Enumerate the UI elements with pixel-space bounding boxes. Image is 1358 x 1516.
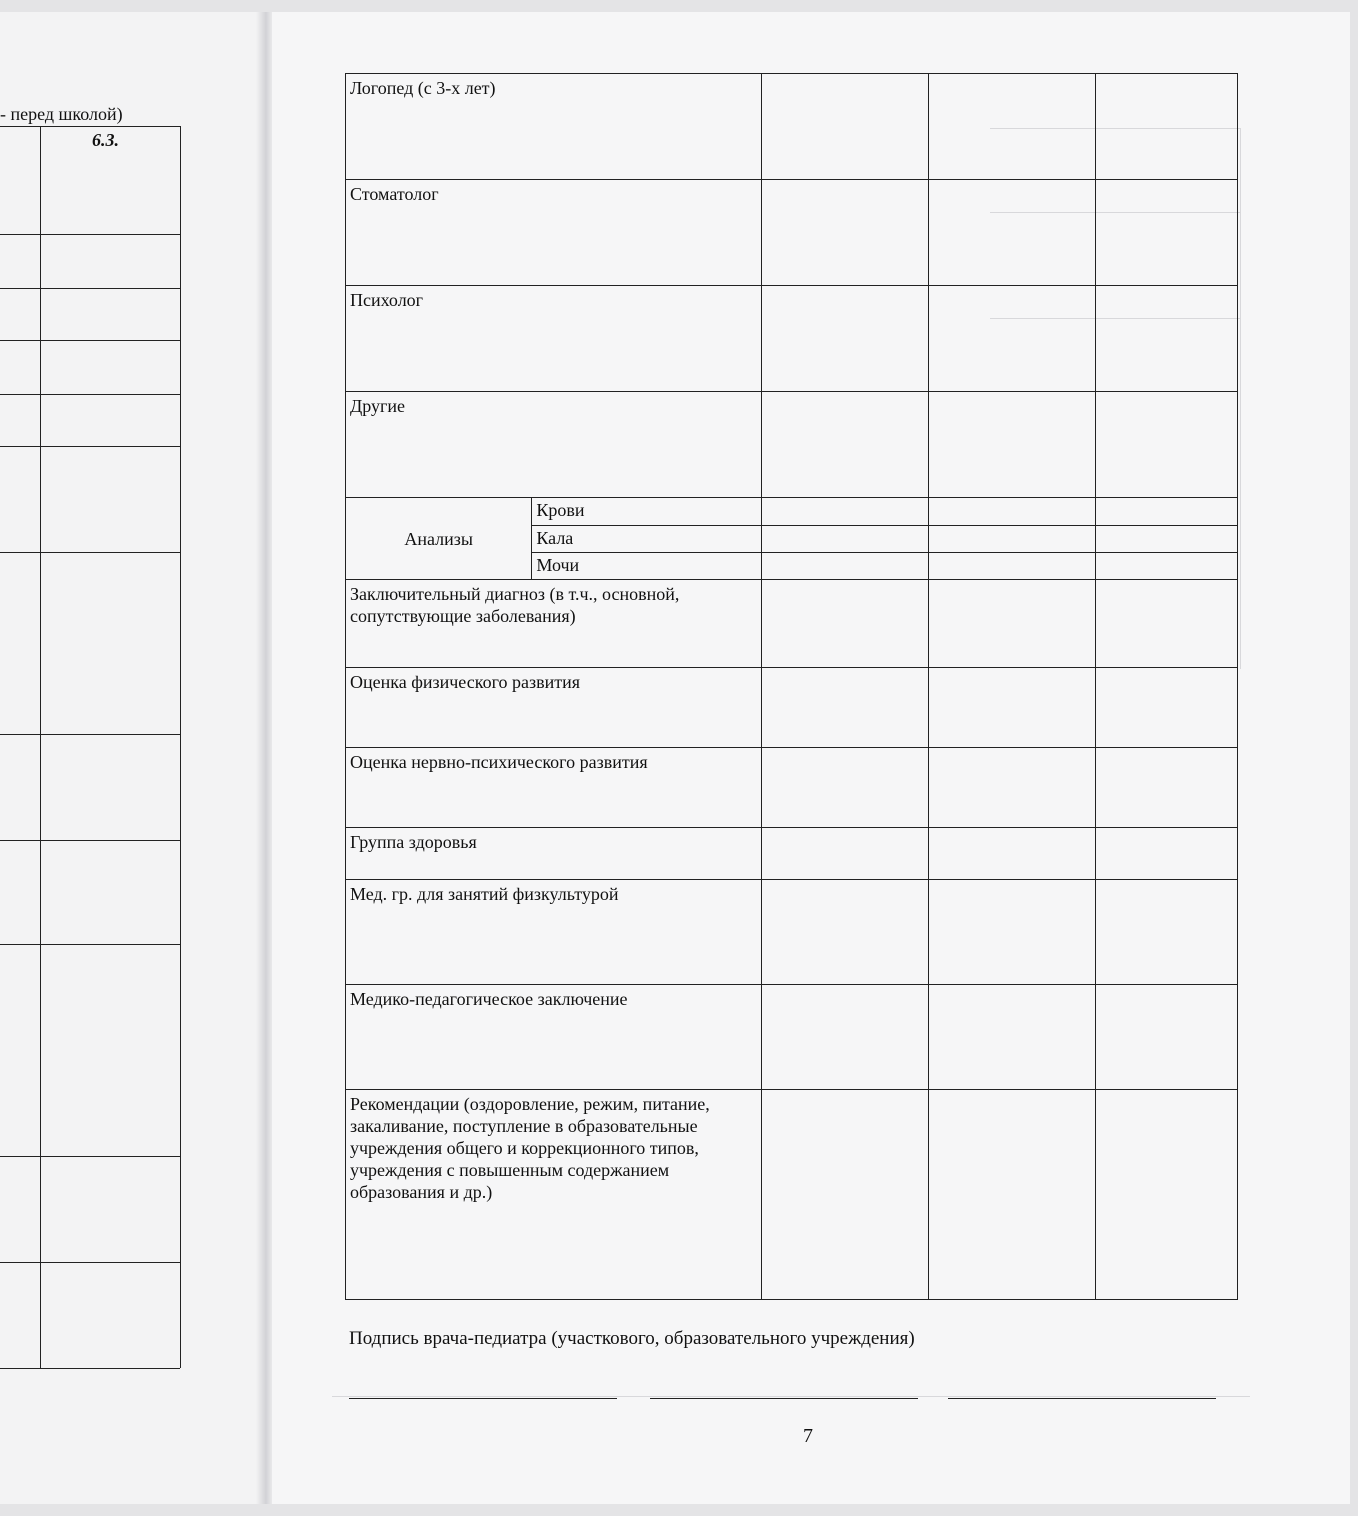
entry-cell[interactable] [761,498,928,526]
table-row [346,74,1238,180]
entry-cell[interactable] [1095,498,1237,526]
row-label-psychologist: Психолог [346,286,762,392]
entry-cell[interactable] [761,985,928,1090]
page-number: 7 [803,1425,813,1447]
entry-cell[interactable] [761,526,928,553]
row-label-pe-group: Мед. гр. для занятий физкультурой [346,880,762,985]
table-row [346,180,1238,286]
table-row [346,392,1238,498]
table-row [346,880,1238,985]
entry-cell[interactable] [929,286,1095,392]
entry-cell[interactable] [929,74,1095,180]
entry-cell[interactable] [929,985,1095,1090]
row-label-final-diagnosis: Заключительный диагноз (в т.ч., основной, сопутствующие заболевания) [346,580,762,668]
signature-label: Подпись врача-педиатра (участкового, образовательного учреждения) [349,1328,915,1349]
row-label-blood: Крови [532,498,762,526]
row-label-dentist: Стоматолог [346,180,762,286]
entry-cell[interactable] [929,828,1095,880]
row-label-speech-therapist: Логопед (с 3-х лет) [346,74,762,180]
entry-cell[interactable] [761,880,928,985]
entry-cell[interactable] [929,498,1095,526]
entry-cell[interactable] [929,1090,1095,1300]
entry-cell[interactable] [1095,828,1237,880]
entry-cell[interactable] [761,668,928,748]
row-label-others: Другие [346,392,762,498]
entry-cell[interactable] [1095,1090,1237,1300]
row-label-stool: Кала [532,526,762,553]
signature-line[interactable] [349,1398,617,1399]
table-row [346,668,1238,748]
left-column-title: 6.3. [92,130,119,150]
table-row [346,580,1238,668]
row-label-analyses: Анализы [346,498,532,580]
table-row [346,748,1238,828]
entry-cell[interactable] [761,828,928,880]
row-label-health-group: Группа здоровья [346,828,762,880]
entry-cell[interactable] [1095,392,1237,498]
entry-cell[interactable] [1095,286,1237,392]
entry-cell[interactable] [929,580,1095,668]
entry-cell[interactable] [761,286,928,392]
row-label-neuropsychic-development: Оценка нервно-психического развития [346,748,762,828]
entry-cell[interactable] [1095,580,1237,668]
table-row [346,985,1238,1090]
entry-cell[interactable] [929,880,1095,985]
entry-cell[interactable] [929,392,1095,498]
entry-cell[interactable] [761,748,928,828]
row-label-urine: Мочи [532,553,762,580]
entry-cell[interactable] [929,668,1095,748]
entry-cell[interactable] [1095,748,1237,828]
table-row [346,286,1238,392]
entry-cell[interactable] [1095,180,1237,286]
entry-cell[interactable] [761,180,928,286]
row-label-recommendations: Рекомендации (оздоровление, режим, питание, закаливание, поступление в образовательные учреждения общего и коррекционного типов, учреждения с повышенным содержанием образования и др.) [346,1090,762,1300]
entry-cell[interactable] [1095,526,1237,553]
signature-line[interactable] [948,1398,1216,1399]
entry-cell[interactable] [761,553,928,580]
entry-cell[interactable] [929,748,1095,828]
table-row [346,828,1238,880]
row-label-medical-pedagogical-conclusion: Медико-педагогическое заключение [346,985,762,1090]
entry-cell[interactable] [1095,985,1237,1090]
entry-cell[interactable] [1095,668,1237,748]
entry-cell[interactable] [761,580,928,668]
entry-cell[interactable] [1095,553,1237,580]
table-row [346,1090,1238,1300]
table-row [346,498,1238,526]
left-page-caption: - перед школой) [0,104,123,124]
entry-cell[interactable] [761,392,928,498]
entry-cell[interactable] [929,180,1095,286]
entry-cell[interactable] [761,74,928,180]
row-label-physical-development: Оценка физического развития [346,668,762,748]
signature-line[interactable] [650,1398,918,1399]
entry-cell[interactable] [761,1090,928,1300]
entry-cell[interactable] [1095,74,1237,180]
entry-cell[interactable] [1095,880,1237,985]
entry-cell[interactable] [929,553,1095,580]
entry-cell[interactable] [929,526,1095,553]
medical-form-table [345,73,1238,1300]
